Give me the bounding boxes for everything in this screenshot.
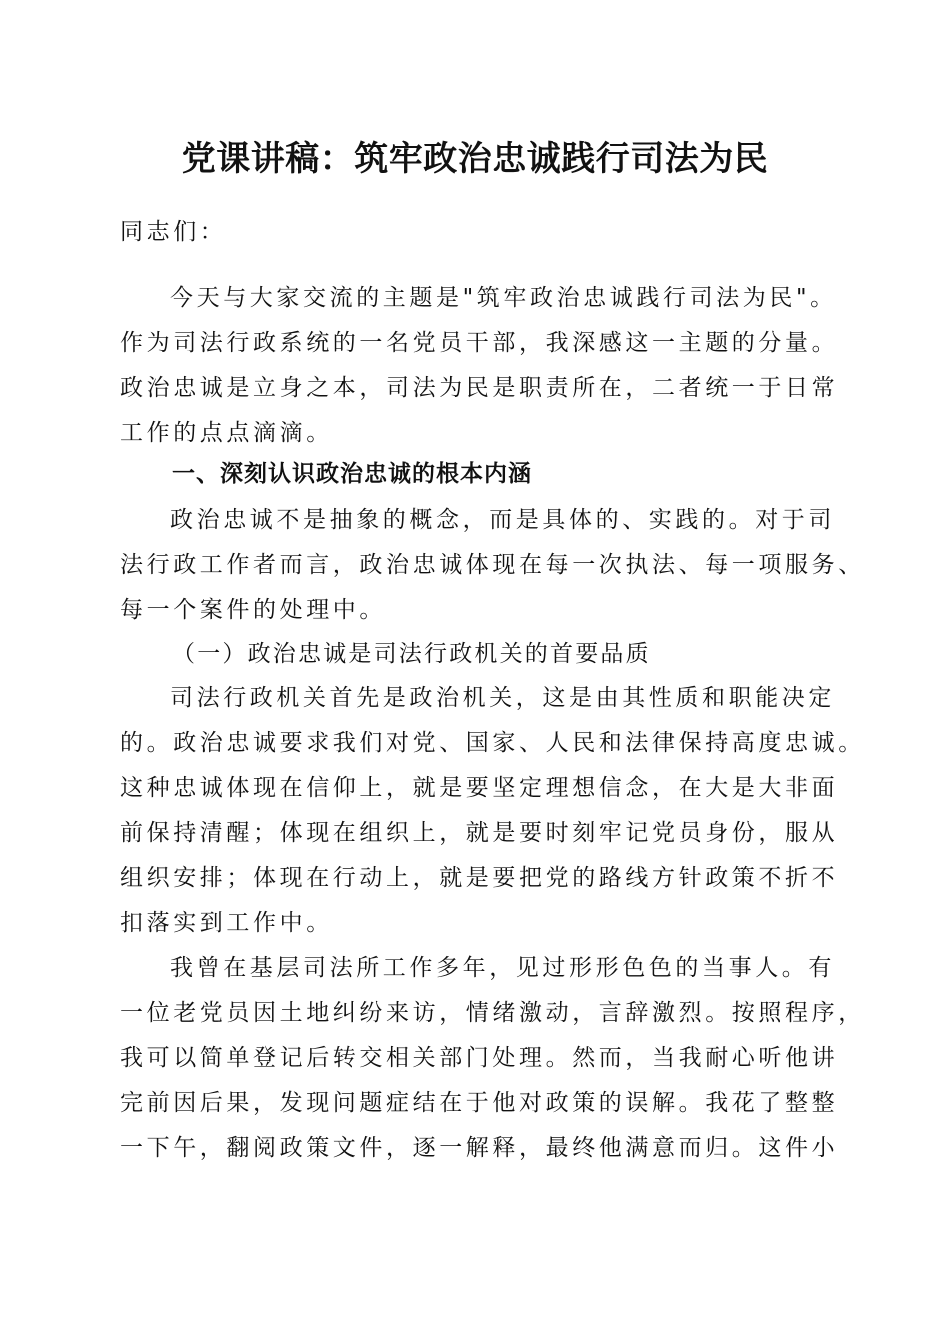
greeting-line: 同志们： bbox=[120, 219, 227, 245]
paragraph-line: 一位老党员因土地纠纷来访，情绪激动，言辞激烈。按照程序， bbox=[120, 1000, 865, 1026]
section-heading-1: 一、深刻认识政治忠诚的根本内涵 bbox=[172, 461, 532, 487]
paragraph-line: 扣落实到工作中。 bbox=[120, 910, 333, 936]
paragraph-line: 今天与大家交流的主题是"筑牢政治忠诚践行司法为民"。 bbox=[170, 285, 837, 311]
paragraph-line: 作为司法行政系统的一名党员干部，我深感这一主题的分量。 bbox=[120, 330, 839, 356]
subsection-1-paragraph bbox=[120, 676, 865, 946]
story-paragraph bbox=[120, 946, 865, 1171]
paragraph-line: 的。政治忠诚要求我们对党、国家、人民和法律保持高度忠诚。 bbox=[120, 730, 865, 756]
paragraph-line: 前保持清醒；体现在组织上，就是要时刻牢记党员身份，服从 bbox=[120, 820, 839, 846]
paragraph-line: 司法行政机关首先是政治机关，这是由其性质和职能决定 bbox=[170, 685, 835, 711]
paragraph-line: 完前因后果，发现问题症结在于他对政策的误解。我花了整整 bbox=[120, 1090, 839, 1116]
intro-paragraph bbox=[120, 276, 840, 456]
paragraph-line: 每一个案件的处理中。 bbox=[120, 597, 386, 623]
subsection-heading-1: （一）政治忠诚是司法行政机关的首要品质 bbox=[172, 641, 651, 667]
paragraph-line: 政治忠诚不是抽象的概念，而是具体的、实践的。对于司 bbox=[170, 507, 835, 533]
document-title: 党课讲稿：筑牢政治忠诚践行司法为民 bbox=[181, 139, 769, 179]
paragraph-line: 这种忠诚体现在信仰上，就是要坚定理想信念，在大是大非面 bbox=[120, 775, 839, 801]
paragraph-line: 我曾在基层司法所工作多年，见过形形色色的当事人。有 bbox=[170, 955, 835, 981]
paragraph-line: 工作的点点滴滴。 bbox=[120, 420, 333, 446]
paragraph-line: 我可以简单登记后转交相关部门处理。然而，当我耐心听他讲 bbox=[120, 1045, 839, 1071]
paragraph-line: 一下午，翻阅政策文件，逐一解释，最终他满意而归。这件小 bbox=[120, 1135, 839, 1161]
paragraph-line: 政治忠诚是立身之本，司法为民是职责所在，二者统一于日常 bbox=[120, 375, 839, 401]
paragraph-line: 法行政工作者而言，政治忠诚体现在每一次执法、每一项服务、 bbox=[120, 552, 865, 578]
greeting bbox=[120, 210, 840, 255]
paragraph-line: 组织安排；体现在行动上，就是要把党的路线方针政策不折不 bbox=[120, 865, 839, 891]
section-1-paragraph bbox=[120, 498, 865, 633]
